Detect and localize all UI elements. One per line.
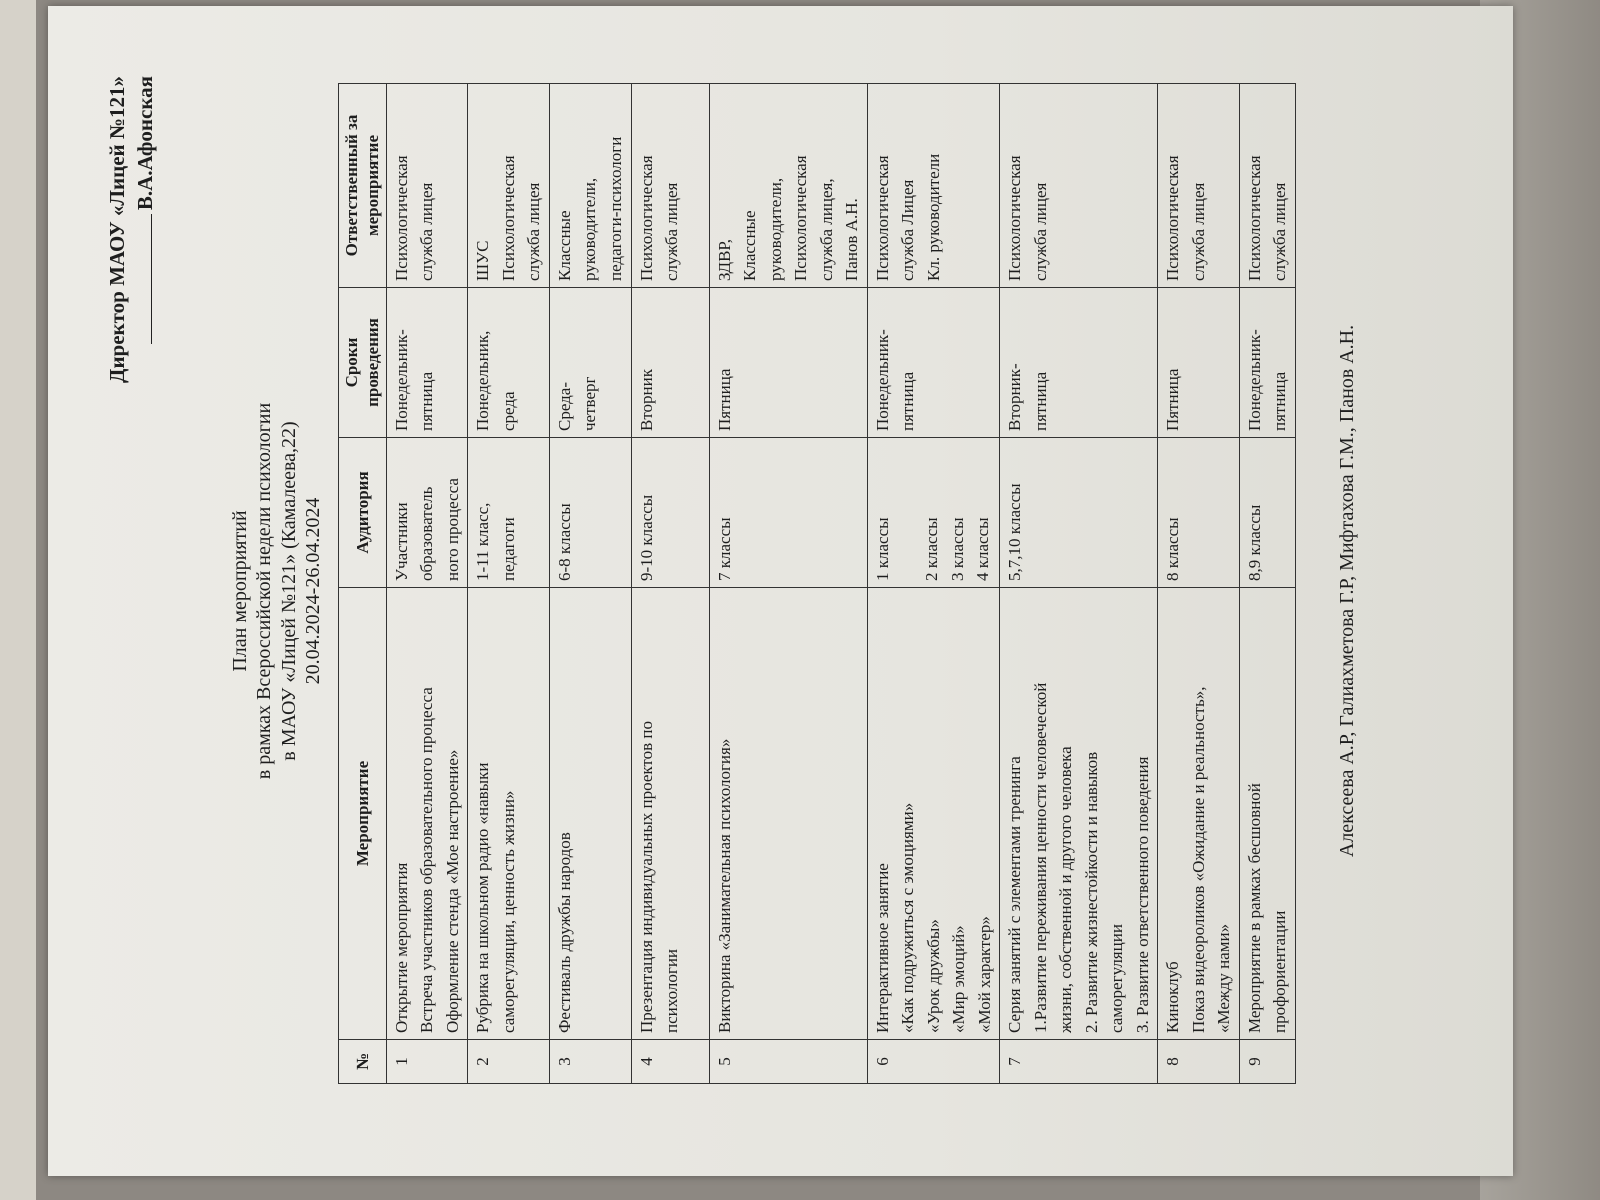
- events-table: [338, 83, 1296, 1084]
- table-header-row: [339, 84, 387, 1084]
- event-line: Открытие мероприятия: [391, 862, 411, 1033]
- cell-num: 8: [1158, 1040, 1240, 1084]
- responsible-line: служба Лицея: [898, 179, 917, 281]
- approval-name: В.А.Афонская: [133, 76, 158, 211]
- audience-line: 1 классы: [872, 517, 892, 581]
- event-line: саморегуляции: [1107, 924, 1126, 1033]
- responsible-line: служба лицея: [1030, 182, 1050, 281]
- cell-responsible: [1158, 84, 1240, 288]
- cell-event: [631, 588, 709, 1040]
- cell-audience: [549, 438, 631, 588]
- audience-line: 2 классы: [922, 517, 941, 581]
- dates-line: Вторник: [636, 369, 656, 431]
- cell-event: [549, 588, 631, 1040]
- event-line: Презентация индивидуальных проектов по: [636, 721, 656, 1033]
- authors-footer: Алексеева А.Р, Галиахметова Г.Р, Мифтахова Г.М., Панов А.Н.: [1336, 324, 1358, 858]
- dates-line: Понедельник-: [391, 329, 411, 431]
- event-line: «Урок дружбы»: [923, 919, 943, 1033]
- responsible-line: Психологическая: [636, 155, 656, 281]
- event-line: 2. Развитие жизнестойкости и навыков: [1081, 751, 1101, 1033]
- approval-block: [103, 76, 160, 536]
- dates-line: Понедельник-: [1244, 329, 1264, 431]
- table-row: [549, 84, 631, 1084]
- dates-line: Вторник-: [1005, 363, 1024, 431]
- cell-dates: [867, 288, 1000, 438]
- cell-audience: [1000, 438, 1158, 588]
- audience-line: педагоги: [498, 517, 518, 581]
- event-line: профориентации: [1270, 910, 1289, 1033]
- responsible-line: Психологическая: [872, 155, 892, 281]
- cell-responsible: [549, 84, 631, 288]
- audience-line: [895, 444, 919, 581]
- dates-line: четверг: [580, 376, 599, 431]
- dates-line: пятница: [417, 371, 436, 431]
- responsible-line: Психологическая: [1005, 155, 1024, 281]
- event-line: Интерактивное занятие: [872, 863, 892, 1033]
- table-row: [386, 84, 468, 1084]
- audience-line: 4 классы: [973, 517, 992, 581]
- event-line: «Мир эмоций»: [949, 925, 968, 1033]
- responsible-line: служба лицея: [417, 182, 436, 281]
- cell-num: 1: [386, 1040, 468, 1084]
- responsible-line: служба лицея: [1270, 182, 1289, 281]
- header-responsible: Ответственный за мероприятие: [339, 84, 387, 288]
- cell-responsible: [386, 84, 468, 288]
- table-row: [468, 84, 550, 1084]
- responsible-line: ШУС: [473, 240, 492, 281]
- cell-num: 4: [631, 1040, 709, 1084]
- responsible-line: Психологическая: [1244, 155, 1264, 281]
- cell-num: 7: [1000, 1040, 1158, 1084]
- table-row: [631, 84, 709, 1084]
- background-edge: [0, 0, 36, 1200]
- event-line: «Между нами»: [1214, 923, 1233, 1033]
- cell-event: [1158, 588, 1240, 1040]
- cell-event: [867, 588, 1000, 1040]
- cell-event: [468, 588, 550, 1040]
- dates-line: пятница: [1030, 371, 1050, 431]
- dates-line: Пятница: [1163, 368, 1182, 431]
- cell-event: [1000, 588, 1158, 1040]
- cell-dates: [386, 288, 468, 438]
- responsible-line: служба лицея: [1188, 182, 1208, 281]
- responsible-line: Классные: [740, 210, 759, 281]
- responsible-line: Психологическая: [391, 155, 411, 281]
- responsible-line: педагоги-психологи: [605, 136, 625, 281]
- cell-responsible: [631, 84, 709, 288]
- event-line: 1.Развитие переживания ценности человеческой: [1030, 682, 1050, 1033]
- event-line: «Как подружиться с эмоциями»: [898, 802, 917, 1033]
- audience-line: 6-8 классы: [554, 503, 574, 581]
- document-page: [48, 6, 1513, 1176]
- responsible-line: Психологическая: [498, 155, 518, 281]
- header-audience: Аудитория: [339, 438, 387, 588]
- dates-line: пятница: [1270, 371, 1289, 431]
- event-line: 3. Развитие ответственного поведения: [1132, 756, 1152, 1033]
- dates-line: Пятница: [714, 368, 734, 431]
- title-line-4: 20.04.2024-26.04.2024: [302, 497, 325, 685]
- responsible-line: Психологическая: [791, 155, 810, 281]
- cell-audience: [386, 438, 468, 588]
- header-dates: Сроки проведения: [339, 288, 387, 438]
- cell-dates: [468, 288, 550, 438]
- responsible-line: руководители,: [580, 177, 599, 281]
- document-title: [228, 6, 326, 1176]
- audience-line: ного процесса: [442, 478, 462, 581]
- event-line: Встреча участников образовательного процесса: [417, 687, 436, 1033]
- table-row: [1158, 84, 1240, 1084]
- event-line: Рубрика на школьном радио «навыки: [473, 762, 492, 1033]
- responsible-line: ЗДВР,: [714, 239, 734, 281]
- responsible-line: Панов А.Н.: [842, 198, 861, 281]
- dates-line: Среда-: [554, 381, 574, 431]
- header-event: Мероприятие: [339, 588, 387, 1040]
- responsible-line: служба лицея: [662, 182, 681, 281]
- event-line: Киноклуб: [1163, 961, 1182, 1033]
- event-line: Фестиваль дружбы народов: [554, 832, 574, 1033]
- audience-line: 8 классы: [1163, 517, 1182, 581]
- event-line: Серия занятий с элементами тренинга: [1005, 756, 1024, 1033]
- approval-director: Директор МАОУ «Лицей №121»: [105, 76, 129, 383]
- table-row: [709, 84, 867, 1084]
- responsible-line: служба лицея: [524, 182, 543, 281]
- responsible-line: Классные: [554, 210, 574, 281]
- responsible-line: Кл. руководители: [923, 153, 943, 281]
- event-line: Мероприятие в рамках бесшовной: [1244, 783, 1264, 1033]
- cell-dates: [709, 288, 867, 438]
- cell-num: 5: [709, 1040, 867, 1084]
- title-line-1: План мероприятий: [229, 510, 251, 672]
- table-row: [1000, 84, 1158, 1084]
- cell-responsible: [709, 84, 867, 288]
- audience-line: 5,7,10 классы: [1005, 483, 1024, 581]
- table-row: [1239, 84, 1295, 1084]
- event-line: Оформление стенда «Мое настроение»: [442, 749, 462, 1033]
- event-line: «Мой характер»: [974, 916, 994, 1033]
- responsible-line: Психологическая: [1163, 155, 1182, 281]
- audience-line: 1-11 класс,: [473, 502, 492, 581]
- audience-line: Участники: [391, 502, 411, 581]
- cell-audience: [1158, 438, 1240, 588]
- audience-line: 7 классы: [714, 517, 734, 581]
- title-line-3: в МАОУ «Лицей №121» (Камалеева,22): [277, 421, 300, 761]
- cell-audience: [631, 438, 709, 588]
- title-line-2: в рамках Всероссийской недели психологии: [253, 402, 276, 780]
- responsible-line: служба лицея,: [816, 178, 836, 281]
- cell-dates: [1158, 288, 1240, 438]
- dates-line: пятница: [898, 371, 917, 431]
- cell-responsible: [1239, 84, 1295, 288]
- event-line: Показ видеороликов «Ожидание и реальность»,: [1188, 686, 1208, 1033]
- table-body: [386, 84, 1295, 1084]
- approval-signature: [131, 76, 159, 536]
- event-line: саморегуляции, ценность жизни»: [498, 790, 518, 1033]
- cell-audience: [1239, 438, 1295, 588]
- header-num: №: [339, 1040, 387, 1084]
- cell-dates: [549, 288, 631, 438]
- cell-num: 2: [468, 1040, 550, 1084]
- signature-line: [151, 214, 152, 344]
- responsible-line: руководители,: [765, 177, 785, 281]
- dates-line: Понедельник-: [872, 329, 892, 431]
- cell-event: [709, 588, 867, 1040]
- audience-line: образователь: [417, 486, 436, 581]
- event-line: Викторина «Занимательная психология»: [714, 738, 734, 1033]
- event-line: жизни, собственной и другого человека: [1056, 746, 1075, 1033]
- cell-num: 9: [1239, 1040, 1295, 1084]
- cell-event: [1239, 588, 1295, 1040]
- table-row: [867, 84, 1000, 1084]
- cell-audience: [468, 438, 550, 588]
- dates-line: Понедельник,: [473, 330, 492, 431]
- audience-line: 9-10 классы: [636, 494, 656, 581]
- dates-line: среда: [498, 391, 518, 431]
- cell-responsible: [1000, 84, 1158, 288]
- cell-event: [386, 588, 468, 1040]
- cell-dates: [1239, 288, 1295, 438]
- cell-responsible: [867, 84, 1000, 288]
- cell-audience: [867, 438, 1000, 588]
- cell-responsible: [468, 84, 550, 288]
- audience-line: 8,9 классы: [1244, 504, 1264, 581]
- cell-dates: [631, 288, 709, 438]
- cell-audience: [709, 438, 867, 588]
- cell-num: 6: [867, 1040, 1000, 1084]
- audience-line: 3 классы: [947, 517, 967, 581]
- cell-dates: [1000, 288, 1158, 438]
- event-line: психологии: [662, 948, 681, 1033]
- cell-num: 3: [549, 1040, 631, 1084]
